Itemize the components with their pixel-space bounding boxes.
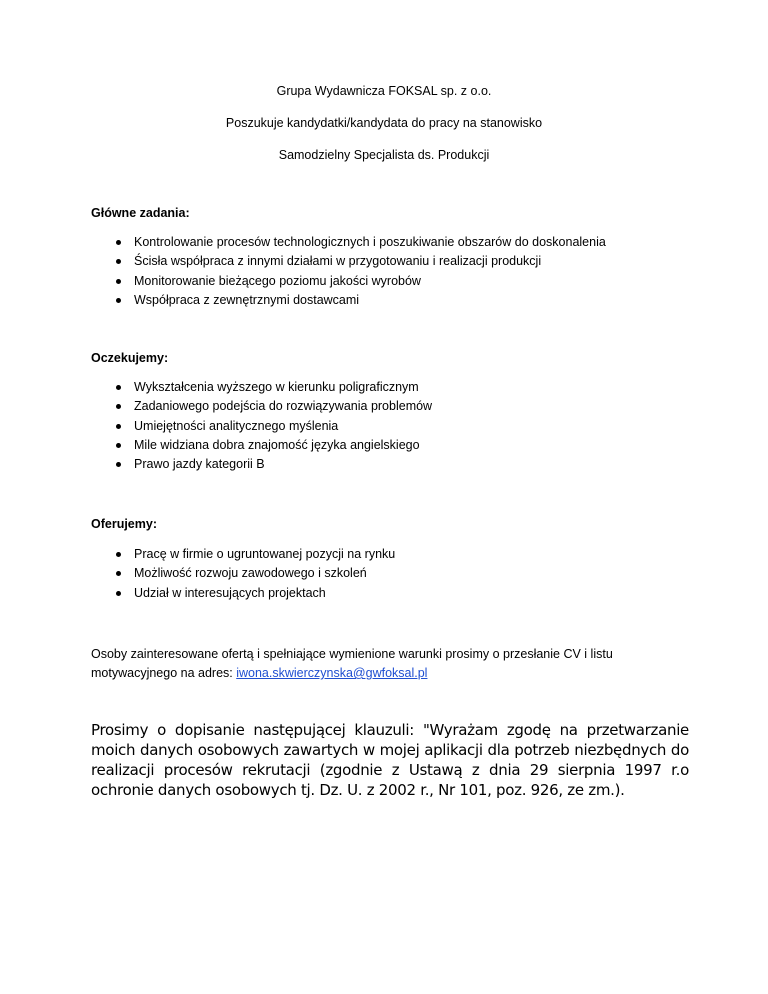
offer-heading: Oferujemy: — [91, 517, 157, 531]
company-name: Grupa Wydawnicza FOKSAL sp. z o.o. — [276, 84, 492, 98]
tasks-list — [91, 233, 606, 310]
list-item: Umiejętności analitycznego myślenia — [91, 417, 432, 436]
bullet-icon — [116, 591, 121, 596]
email-link[interactable]: iwona.skwierczynska@gwfoksal.pl — [236, 666, 428, 680]
seeking-line: Poszukuje kandydatki/kandydata do pracy na stanowisko — [225, 116, 543, 130]
bullet-icon — [116, 404, 121, 409]
bullet-icon — [116, 552, 121, 557]
list-item: Zadaniowego podejścia do rozwiązywania problemów — [91, 397, 432, 416]
list-item: Mile widziana dobra znajomość języka angielskiego — [91, 436, 432, 455]
contact-paragraph — [91, 645, 681, 683]
bullet-icon — [116, 424, 121, 429]
bullet-icon — [116, 240, 121, 245]
list-item: Współpraca z zewnętrznymi dostawcami — [91, 291, 606, 310]
bullet-icon — [116, 279, 121, 284]
consent-clause: Prosimy o dopisanie następującej klauzuli: "Wyrażam zgodę na przetwarzanie moich danych osobowych zawartych w mojej aplikacji dla potrzeb niezbędnych do realizacji procesów rekrutacji (zgodnie z Ustawą z dnia 29 sierpnia 1997 r.o ochronie danych osobowych tj. Dz. U. z 2002 r., Nr 101, poz. 926, ze zm.). — [91, 721, 689, 799]
list-item: Ścisła współpraca z innymi działami w przygotowaniu i realizacji produkcji — [91, 252, 606, 271]
bullet-icon — [116, 298, 121, 303]
list-item: Kontrolowanie procesów technologicznych i poszukiwanie obszarów do doskonalenia — [91, 233, 606, 252]
bullet-icon — [116, 443, 121, 448]
list-item: Udział w interesujących projektach — [91, 584, 395, 603]
list-item: Możliwość rozwoju zawodowego i szkoleń — [91, 564, 395, 583]
list-item: Prawo jazdy kategorii B — [91, 455, 432, 474]
list-item: Wykształcenia wyższego w kierunku poligraficznym — [91, 378, 432, 397]
contact-text: Osoby zainteresowane ofertą i spełniające wymienione warunki prosimy o przesłanie CV i listu motywacyjnego na adres: — [91, 647, 613, 680]
bullet-icon — [116, 571, 121, 576]
bullet-icon — [116, 259, 121, 264]
offer-list — [91, 545, 395, 603]
bullet-icon — [116, 385, 121, 390]
position-title: Samodzielny Specjalista ds. Produkcji — [278, 148, 490, 162]
bullet-icon — [116, 462, 121, 467]
list-item: Monitorowanie bieżącego poziomu jakości wyrobów — [91, 272, 606, 291]
expect-heading: Oczekujemy: — [91, 351, 169, 365]
tasks-heading: Główne zadania: — [91, 206, 190, 220]
list-item: Pracę w firmie o ugruntowanej pozycji na rynku — [91, 545, 395, 564]
expect-list — [91, 378, 432, 474]
